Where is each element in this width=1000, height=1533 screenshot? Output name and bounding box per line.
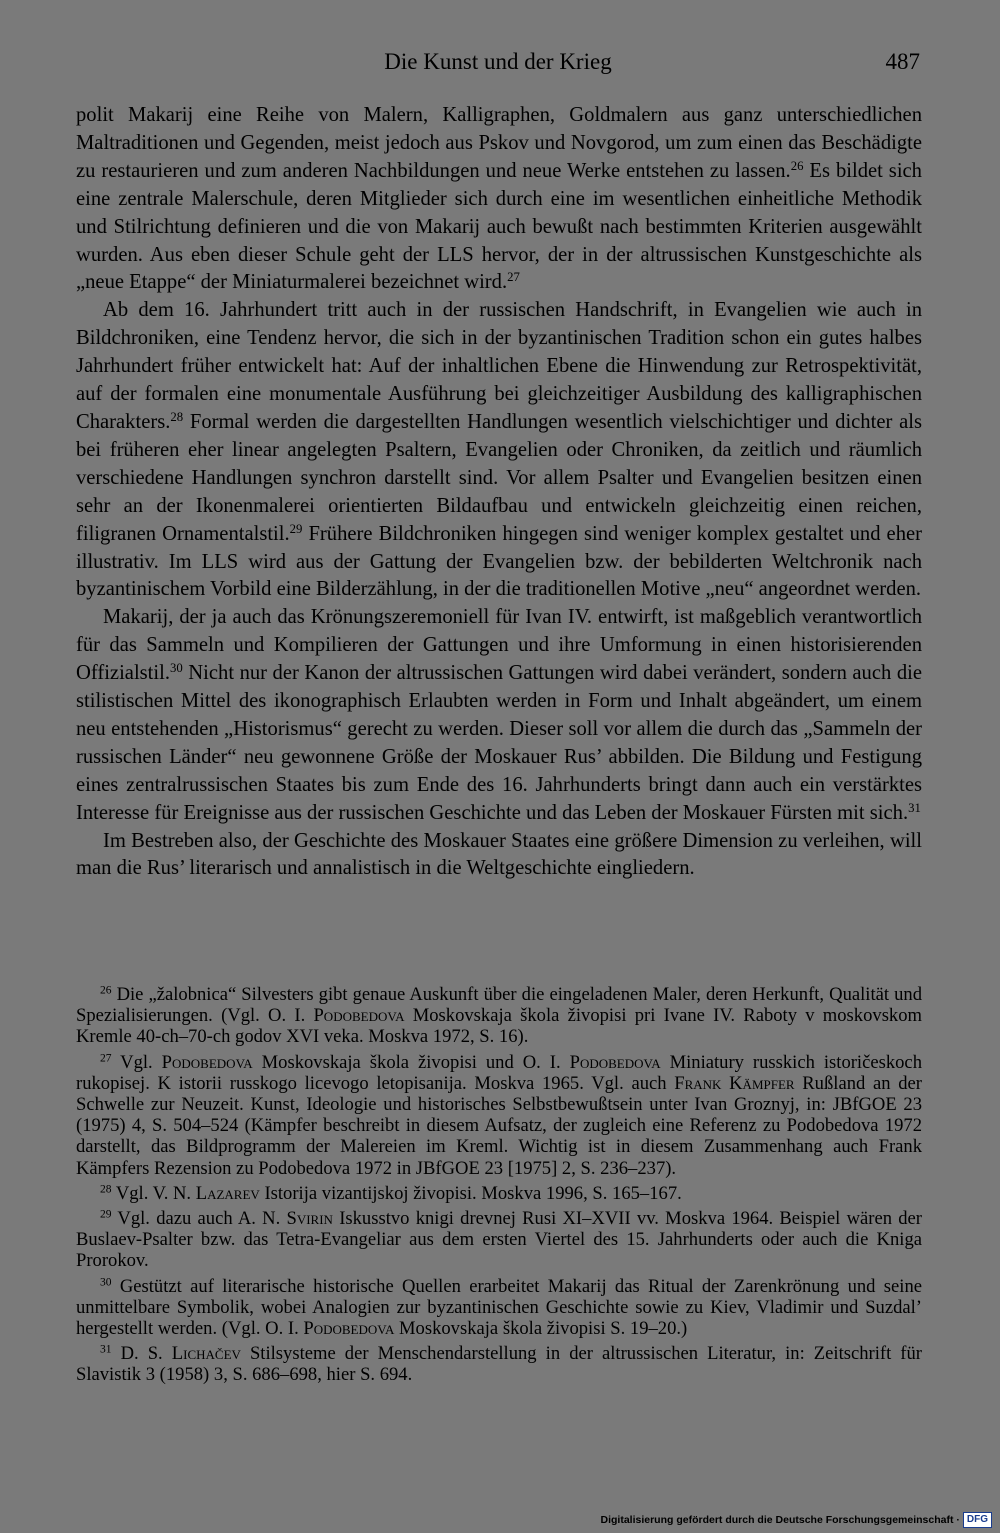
footnote-26: $^{26}$ Die „žalobnica“ Silvesters gibt genaue Auskunft über die eingeladenen Maler, deren Herkunft, Qualität und Spezialisierungen. (Vgl. O. I. Podobedova Moskovskaja škola živopisi pri Ivane IV. Raboty v moskovskom Kremle 40-ch–70-ch godov XVI veka. Moskva 1972, S. 16). [76,984,922,1048]
running-title: Die Kunst und der Krieg [384,49,612,74]
paragraph-4: Im Bestreben also, der Geschichte des Moskauer Staates eine größere Dimension zu verleihen, will man die Rus’ literarisch und annalistisch in die Weltgeschichte eingliedern. [76,829,922,880]
footnote-ref-28[interactable]: 28 [170,409,184,424]
footnotes [76,984,922,1390]
footnote-ref-27[interactable]: 27 [507,270,520,285]
footnote-ref-26[interactable]: 26 [790,158,804,173]
paragraph-1: polit Makarij eine Reihe von Malern, Kalligraphen, Goldmalern aus ganz unterschiedlichen Maltraditionen und Gegenden, meist jedoch aus Pskov und Novgorod, um zum einen das Beschädigte zu restaurieren und zum anderen Nachbildungen und neue Werke entstehen zu lassen.$^{26}$ Es bildet sich eine zentrale Malerschule, deren Mitglieder sich durch eine im wesentlichen einheitliche Methodik und Stilrichtung definieren und die von Makarij auch bewußt nach bestimmten Kriterien ausgewählt wurden. Aus eben dieser Schule geht der LLS hervor, der in der altrussischen Kunstgeschichte als „neue Etappe“ der Miniaturmalerei bezeichnet wird.$^{27}$ [76,104,922,294]
footnote-29: $^{29}$ Vgl. dazu auch A. N. Svirin Iskusstvo knigi drevnej Rusi XI–XVII vv. Moskva 1964. Beispiel wären der Buslaev-Psalter bzw. das Tetra-Evangeliar aus dem ersten Viertel des 15. Jahrhunderts oder auch die Kniga Prorokov. [76,1208,922,1272]
footnote-ref-29[interactable]: 29 [289,521,303,536]
footnote-31: $^{31}$ D. S. Lichačev Stilsysteme der Menschendarstellung in der altrussischen Literatur, in: Zeitschrift für Slavistik 3 (1958) 3, S. 686–698, hier S. 694. [76,1343,922,1386]
footnote-30: $^{30}$ Gestützt auf literarische historische Quellen erarbeitet Makarij das Ritual der Zarenkrönung und seine unmittelbare Symbolik, wobei Analogien zur byzantinischen Geschichte sowie zu Kiev, Vladimir und Suzdal’ hergestellt werden. (Vgl. O. I. Podobedova Moskovskaja škola živopisi S. 19–20.) [76,1275,922,1340]
dfg-logo: DFG [963,1512,992,1528]
digitization-credit [601,1510,993,1530]
main-text [76,102,922,883]
paragraph-2: Ab dem 16. Jahrhundert tritt auch in der russischen Handschrift, in Evangelien wie auch in Bildchroniken, eine Tendenz hervor, die sich in der byzantinischen Tradition schon ein gutes halbes Jahrhundert früher entwickelt hat: Auf der inhaltlichen Ebene die Hinwendung zur Retrospektivität, auf der formalen eine monumentale Ausführung bei gleichzeitiger Ausbildung des kalligraphischen Charakters.$^{28}$ Formal werden die dargestellten Handlungen wesentlich vielschichtiger und dichter als bei früheren eher linear angelegten Psaltern, Evangelien oder Chroniken, da zeitlich und räumlich verschiedene Handlungen synchron darstellt sind. Vor allem Psalter und Evangelien besitzen einen sehr an der Ikonenmalerei orientierten Bildaufbau und entwickeln gleichzeitig einen reichen, filigranen Ornamentalstil.$^{29}$ Frühere Bildchroniken hingegen sind weniger komplex gestaltet und eher illustrativ. Im LLS wird aus der Gattung der Evangelien bzw. der bebilderten Weltchronik nach byzantinischem Vorbild eine Bilderzählung, in der die traditionellen Motive „neu“ angeordnet werden. [76,299,922,601]
footnote-ref-31[interactable]: 31 [908,800,921,815]
credit-text: Digitalisierung gefördert durch die Deutsche Forschungsgemeinschaft · [600,1514,960,1526]
footnote-ref-30[interactable]: 30 [170,661,183,676]
footnote-28: $^{28}$ Vgl. V. N. Lazarev Istorija vizantijskoj živopisi. Moskva 1996, S. 165–167. [100,1182,682,1204]
footnote-27: $^{27}$ Vgl. Podobedova Moskovskaja škola živopisi und O. I. Podobedova Miniatury russkich istoričeskoch rukopisej. K istorii russkogo licevogo letopisanija. Moskva 1965. Vgl. auch Frank Kämpfer Rußland an der Schwelle zur Neuzeit. Kunst, Ideologie und historisches Selbstbewußtsein unter Ivan Groznyj, in: JBfGOE 23 (1975) 4, S. 504–524 (Kämpfer beschreibt in diesem Aufsatz, der zugleich eine Referenz zu Podobedova 1972 darstellt, das Bildprogramm der Malereien im Kreml. Wichtig ist in diesem Zusammenhang auch Frank Kämpfers Rezension zu Podobedova 1972 in JBfGOE 23 [1975] 2, S. 236–237). [76,1051,922,1179]
running-header [76,44,920,80]
page-number: 487 [885,49,920,74]
paragraph-3: Makarij, der ja auch das Krönungszeremoniell für Ivan IV. entwirft, ist maßgeblich verantwortlich für das Sammeln und Kompilieren der Gattungen und ihre Umformung in einen historisierenden Offizialstil.$^{30}$ Nicht nur der Kanon der altrussischen Gattungen wird dabei verändert, sondern auch die stilistischen Mittel des ikonographisch Erlaubten werden in Form und Inhalt abgeändert, um einem neu entstehenden „Historismus“ gerecht zu werden. Dieser soll vor allem die durch das „Sammeln der russischen Länder“ neu gewonnene Größe der Moskauer Rus’ abbilden. Die Bildung und Festigung eines zentralrussischen Staates bis zum Ende des 16. Jahrhunderts bringt dann auch ein verstärktes Interesse für Ereignisse aus der russischen Geschichte und das Leben der Moskauer Fürsten mit sich.$^{31}$ [76,606,922,824]
